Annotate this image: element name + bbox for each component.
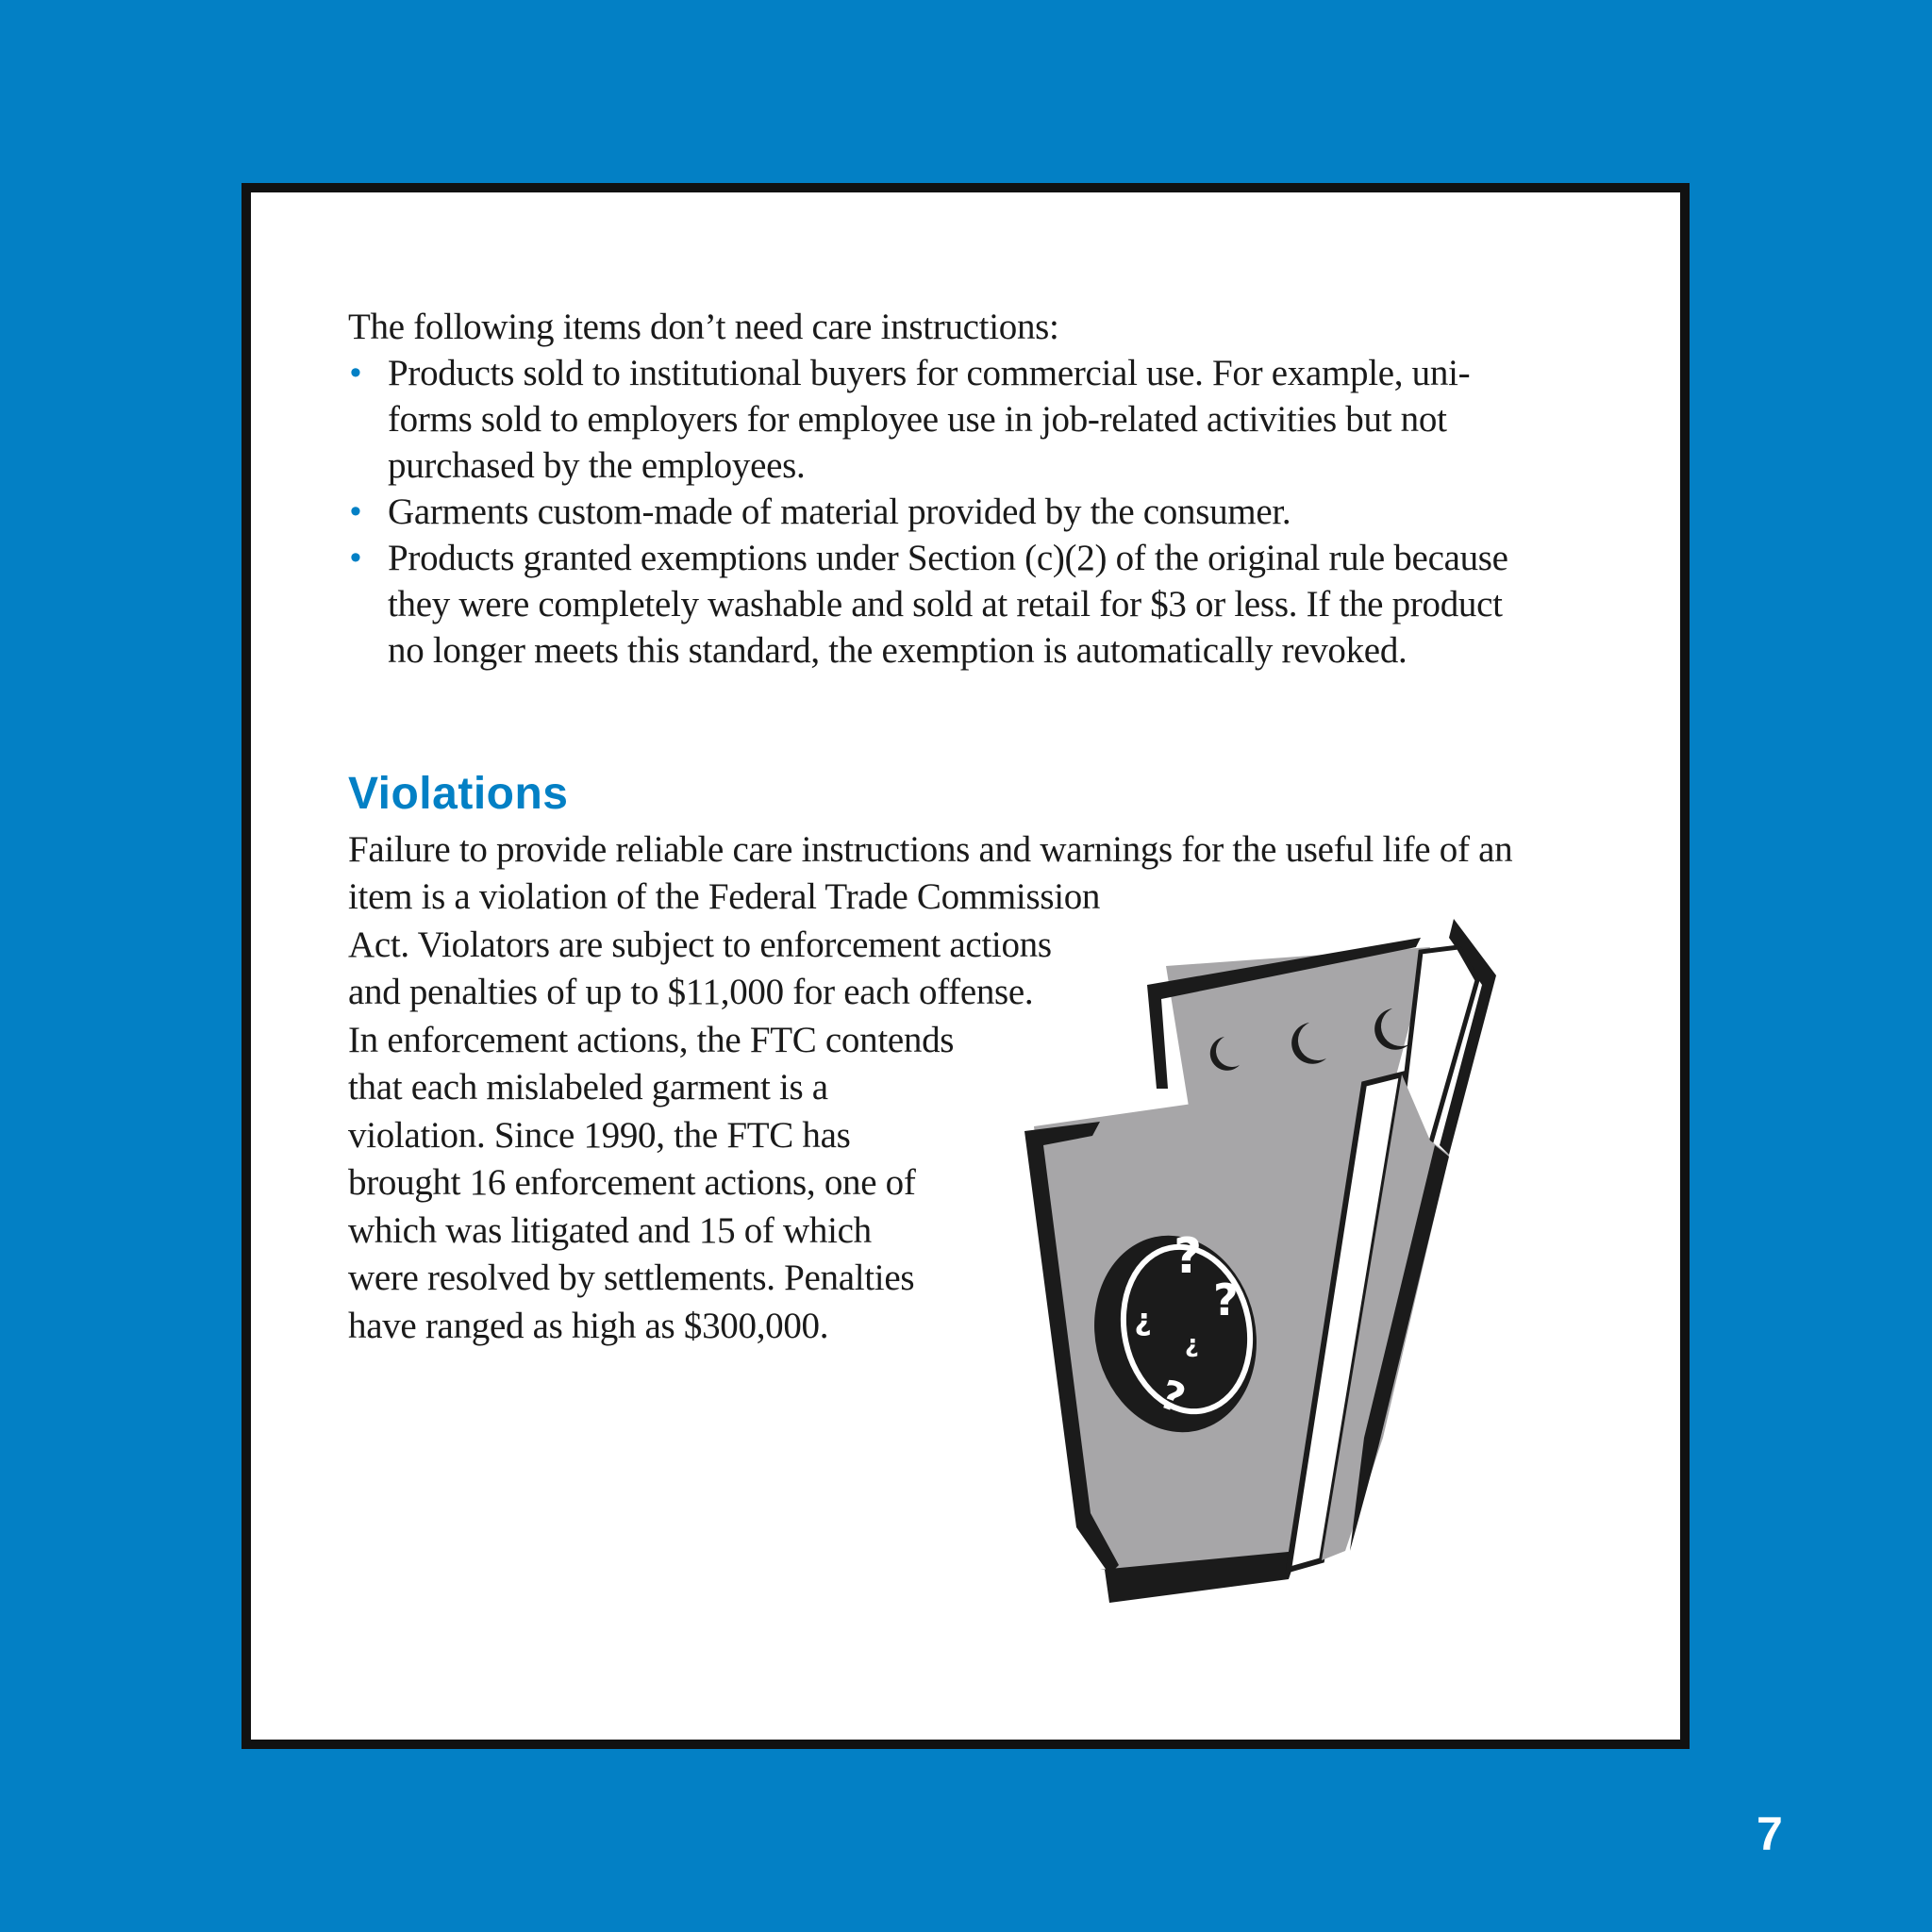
- body-text-line: violation. Since 1990, the FTC has: [348, 1115, 851, 1156]
- list-item: [348, 489, 1593, 535]
- page-number: 7: [1757, 1807, 1783, 1860]
- question-mark: ?: [1213, 1274, 1239, 1325]
- bullet-icon: •: [350, 540, 361, 575]
- list-item-line: Products sold to institutional buyers for commercial use. For example, uni-: [388, 353, 1471, 393]
- body-text-line: that each mislabeled garment is a: [348, 1067, 828, 1108]
- content-panel: [242, 183, 1690, 1749]
- question-mark: ?: [1174, 1228, 1203, 1285]
- list-item: [348, 350, 1593, 489]
- section-heading: Violations: [348, 769, 569, 819]
- body-text-line: Act. Violators are subject to enforcement actions: [348, 924, 1052, 965]
- body-text-line: brought 16 enforcement actions, one of: [348, 1162, 916, 1203]
- body-text-line: have ranged as high as $300,000.: [348, 1306, 829, 1346]
- body-text-line: were resolved by settlements. Penalties: [348, 1257, 915, 1298]
- exemptions-list: [348, 350, 1593, 674]
- question-mark: ?: [1134, 1306, 1152, 1341]
- body-text-line: Failure to provide reliable care instructions and warnings for the useful life of an: [348, 829, 1513, 870]
- list-item-line: Products granted exemptions under Section (c)(2) of the original rule because: [388, 538, 1508, 578]
- question-mark: ?: [1154, 1371, 1191, 1423]
- question-mark: ?: [1184, 1332, 1199, 1360]
- list-item-line: no longer meets this standard, the exemption is automatically revoked.: [388, 630, 1407, 671]
- list-item-line: Garments custom-made of material provided by the consumer.: [388, 491, 1291, 532]
- intro-lead: The following items don’t need care instructions:: [348, 307, 1059, 347]
- body-text-line: and penalties of up to $11,000 for each offense.: [348, 972, 1034, 1012]
- list-item-line: purchased by the employees.: [388, 445, 806, 486]
- bullet-icon: •: [350, 355, 361, 391]
- body-text-line: item is a violation of the Federal Trade Commission: [348, 876, 1101, 917]
- exemptions-section: [348, 304, 1593, 674]
- body-text-line: In enforcement actions, the FTC contends: [348, 1020, 955, 1060]
- bullet-icon: •: [350, 493, 361, 529]
- list-item-line: forms sold to employers for employee use in job-related activities but not: [388, 399, 1447, 440]
- body-text-line: which was litigated and 15 of which: [348, 1210, 872, 1251]
- list-item-line: they were completely washable and sold at retail for $3 or less. If the product: [388, 584, 1503, 625]
- list-item: [348, 535, 1593, 674]
- washing-machine-question-icon: [1006, 909, 1685, 1645]
